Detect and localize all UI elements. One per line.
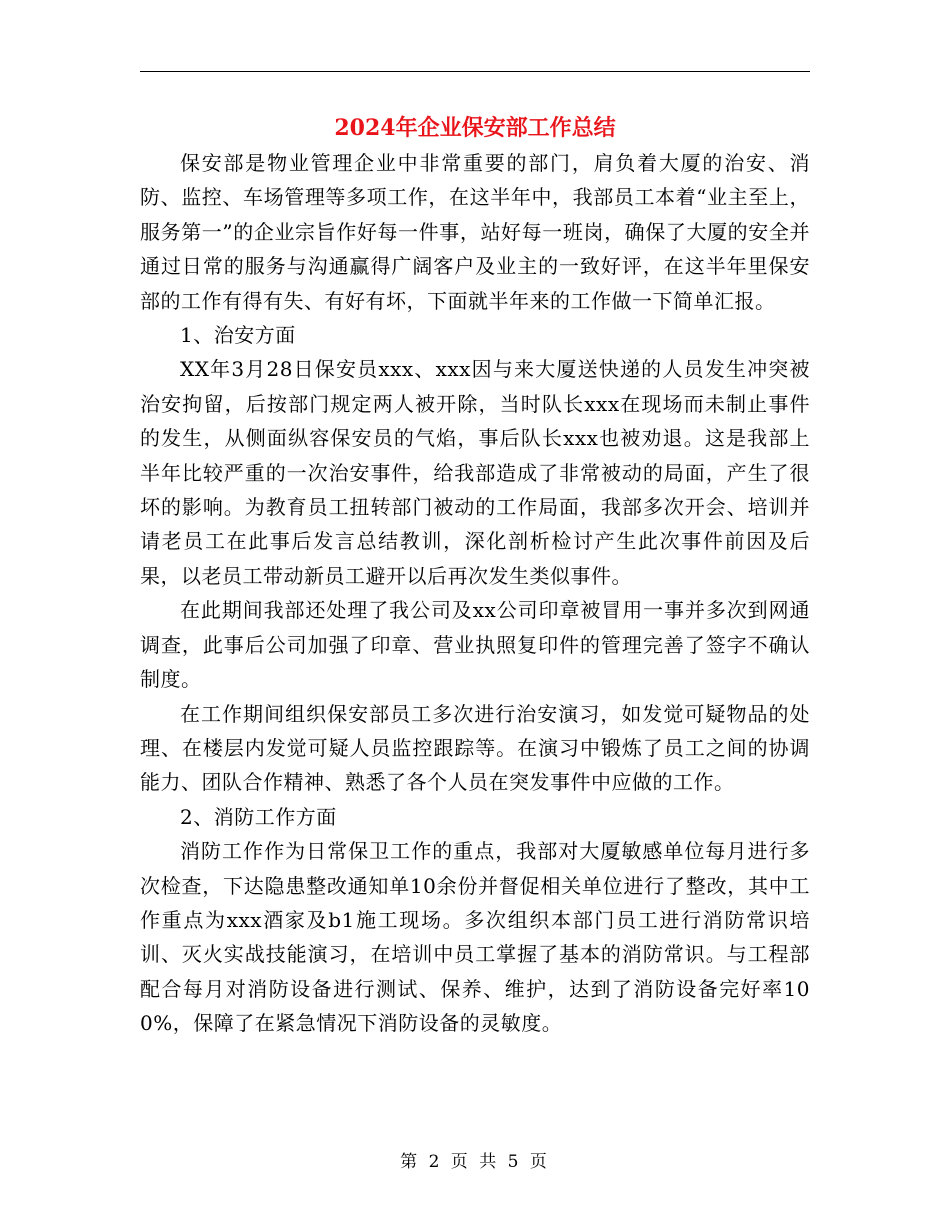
paragraph-incident: XX年3月28日保安员xxx、xxx因与来大厦送快递的人员发生冲突被治安拘留，后按部门规定两人被开除，当时队长xxx在现场而未制止事件的发生，从侧面纵容保安员的气焰，事后队长xxx也被劝退。这是我部上半年比较严重的一次治安事件，给我部造成了非常被动的局面，产生了很坏的影响。为教育员工扭转部门被动的工作局面，我部多次开会、培训并请老员工在此事后发言总结教训，深化剖析检讨产生此次事件前因及后果，以老员工带动新员工避开以后再次发生类似事件。	[140, 357, 810, 588]
paragraph-intro: 保安部是物业管理企业中非常重要的部门，肩负着大厦的治安、消防、监控、车场管理等多项工作，在这半年中，我部员工本着“业主至上，服务第一”的企业宗旨作好每一件事，站好每一班岗，确保了大厦的安全并通过日常的服务与沟通赢得广阔客户及业主的一致好评，在这半年里保安部的工作有得有失、有好有坏，下面就半年来的工作做一下简单汇报。	[140, 151, 810, 313]
header-rule	[140, 71, 810, 72]
paragraph-fire-safety: 消防工作作为日常保卫工作的重点，我部对大厦敏感单位每月进行多次检查，下达隐患整改通知单10余份并督促相关单位进行了整改，其中工作重点为xxx酒家及b1施工现场。多次组织本部门员工进行消防常识培训、灭火实战技能演习，在培训中员工掌握了基本的消防常识。与工程部配合每月对消防设备进行测试、保养、维护，达到了消防设备完好率100%，保障了在紧急情况下消防设备的灵敏度。	[140, 839, 810, 1036]
paragraph-drills: 在工作期间组织保安部员工多次进行治安演习，如发觉可疑物品的处理、在楼层内发觉可疑人员监控跟踪等。在演习中锻炼了员工之间的协调能力、团队合作精神、熟悉了各个人员在突发事件中应做的工作。	[140, 701, 810, 795]
section-heading-fire-safety: 2、消防工作方面	[180, 804, 337, 829]
section-heading-public-security: 1、治安方面	[180, 323, 296, 348]
document-body	[140, 146, 810, 1041]
paragraph-seal-misuse: 在此期间我部还处理了我公司及xx公司印章被冒用一事并多次到网通调查，此事后公司加强了印章、营业执照复印件的管理完善了签字不确认制度。	[140, 598, 810, 692]
document-title: 2024年企业保安部工作总结	[334, 115, 616, 141]
page-number-footer: 第 2 页 共 5 页	[400, 1152, 550, 1172]
